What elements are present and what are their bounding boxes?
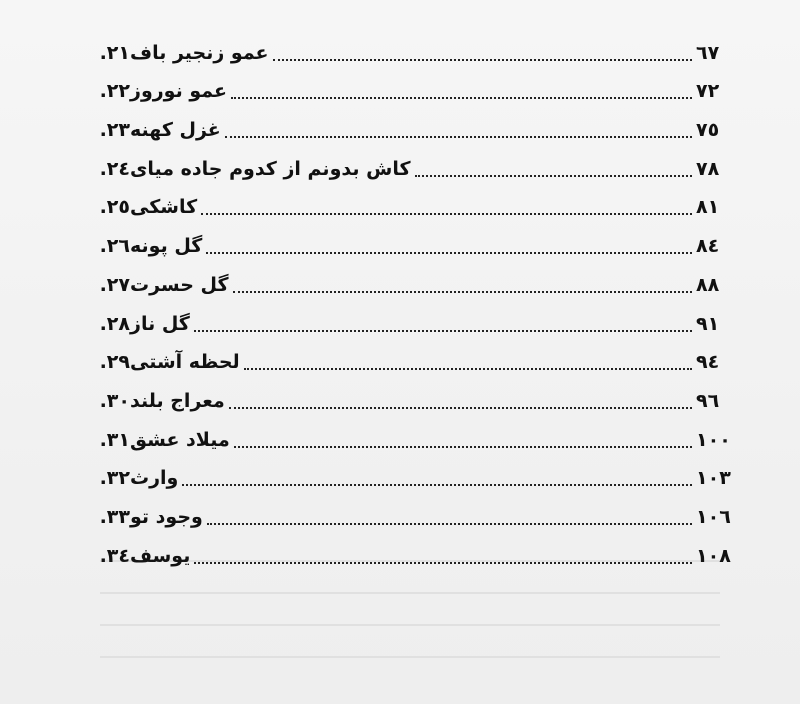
toc-entry-page: ٧٢ [696,80,720,103]
toc-entry-title: کاش بدونم از کدوم جاده میای [130,157,411,180]
toc-entry-page: ١٠٦ [696,505,731,528]
toc-entry-page: ٦٧ [696,41,720,64]
toc-entry[interactable] [84,494,734,533]
toc-entry-number: ٢٧. [99,273,130,296]
toc-entry[interactable] [84,340,734,379]
toc-entry-title: میلاد عشق [130,428,230,451]
toc-entry-number: ٢٩. [99,351,130,374]
toc-entry-page: ٩٤ [696,351,720,374]
toc-entry-page: ١٠٠ [696,428,731,451]
toc-entry-number: ٣٢. [99,467,130,490]
toc-entry-page: ١٠٣ [696,467,731,490]
toc-entry-title: لحظه آشتی [130,351,240,374]
toc-entry-title: کاشکی [130,196,198,219]
toc-entry-number: ٢٢. [99,80,130,103]
toc-leader-dots [225,136,692,138]
toc-entry-title: وجود تو [130,505,203,528]
toc-entry-title: گل ناز [130,312,190,335]
toc-entry-title: یوسف [130,544,191,567]
toc-leader-dots [234,446,692,448]
toc-entry[interactable] [84,69,734,108]
toc-entry-number: ٢٥. [99,196,130,219]
toc-entry[interactable] [84,417,734,456]
toc-entry[interactable] [84,456,734,495]
toc-entry-page: ٨١ [696,196,720,219]
toc-entry[interactable] [84,185,734,224]
toc-entry-number: ٢٣. [99,119,130,142]
toc-entry-number: ٢٨. [99,312,130,335]
toc-entry-number: ٢٤. [99,157,130,180]
toc-entry[interactable] [84,107,734,146]
toc-entry-number: ٢١. [99,41,130,64]
toc-leader-dots [233,291,692,293]
toc-entry-page: ٧٥ [696,119,720,142]
toc-leader-dots [194,330,692,332]
toc-entry-title: غزل کهنه [130,119,221,142]
toc-leader-dots [415,175,692,177]
toc-leader-dots [231,97,692,99]
toc-entry-number: ٣٤. [99,544,130,567]
toc-entry[interactable] [84,378,734,417]
toc-entry-title: گل حسرت [130,273,229,296]
toc-entry-number: ٣٣. [99,505,130,528]
toc-entry[interactable] [84,262,734,301]
toc-leader-dots [244,368,692,370]
toc-entry-page: ١٠٨ [696,544,731,567]
toc-entry-title: معراج بلند [130,389,225,412]
toc-entry[interactable] [84,301,734,340]
toc-entry-page: ٨٨ [696,273,720,296]
toc-entry-page: ٧٨ [696,157,720,180]
toc-entry-page: ٩١ [696,312,720,335]
toc-entry-title: گل پونه [130,235,203,258]
toc-entry-page: ٩٦ [696,389,720,412]
toc-leader-dots [182,484,692,486]
toc-leader-dots [273,59,692,61]
toc-entry-title: وارث [130,467,179,490]
show-through-shadow [100,560,720,690]
toc-entry-title: عمو زنجیر باف [130,41,269,64]
toc-entry-number: ٣١. [99,428,130,451]
toc-leader-dots [201,213,692,215]
toc-leader-dots [206,252,692,254]
toc-entry-title: عمو نوروز [130,80,227,103]
toc-entry[interactable] [84,30,734,69]
toc-entry-number: ٢٦. [99,235,130,258]
toc-entry[interactable] [84,146,734,185]
table-of-contents [84,30,734,572]
toc-leader-dots [207,523,692,525]
toc-entry-page: ٨٤ [696,235,720,258]
toc-entry[interactable] [84,223,734,262]
toc-leader-dots [229,407,692,409]
toc-entry-number: ٣٠. [99,389,130,412]
